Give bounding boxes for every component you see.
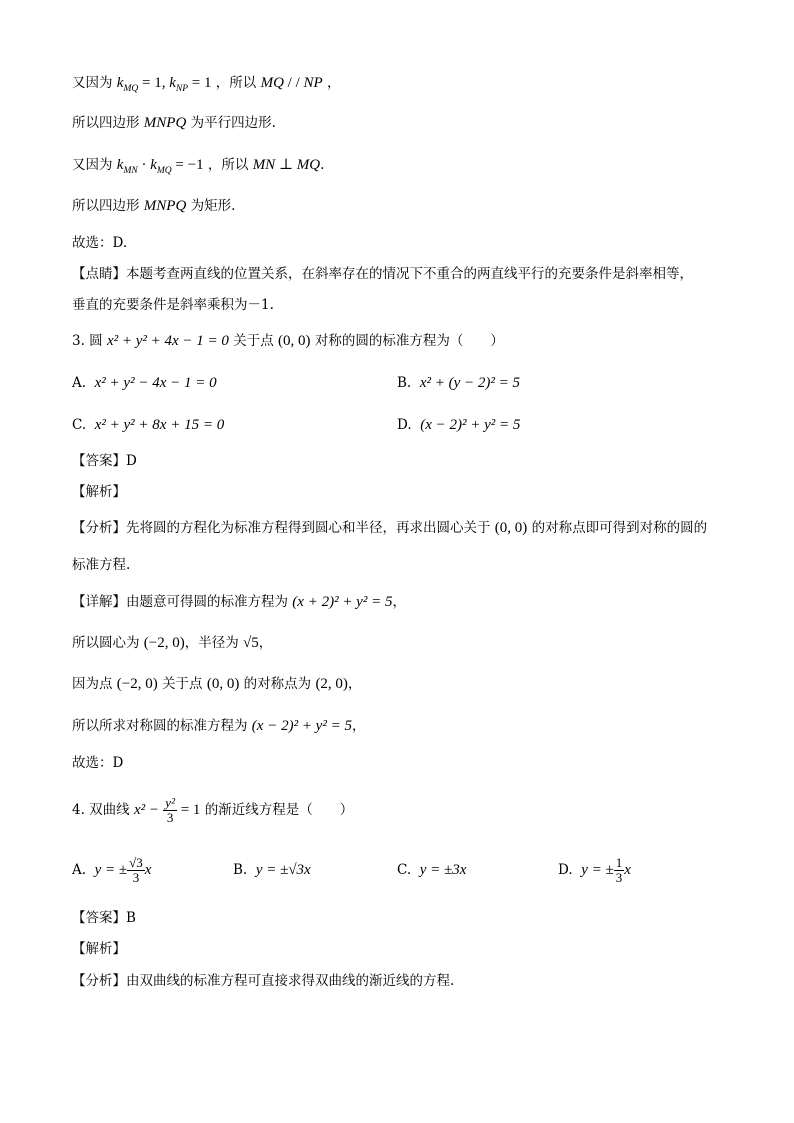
detail-3-line-3: 因为点 (−2, 0) 关于点 (0, 0) 的对称点为 (2, 0)， — [72, 676, 362, 692]
line-slope-perpendicular: 又因为 $k_{MN} \cdot k_{MQ} = -1$ ，所以 MN ⊥ MQ. — [72, 157, 325, 176]
question-3: 3. 圆 x² + y² + 4x − 1 = 0 关于点 (0, 0) 对称的圆的标准方程为（ ） — [72, 333, 504, 349]
q4-option-d: D. y = ± $\frac{1}{3}$ x — [558, 855, 631, 885]
q3-option-d: D. (x − 2)² + y² = 5 — [397, 417, 521, 433]
line-rectangle: 所以四边形 MNPQ 为矩形. — [72, 198, 236, 214]
line-parallelogram: 所以四边形 MNPQ 为平行四边形. — [72, 115, 276, 131]
answer-4: 【答案】B — [72, 910, 136, 926]
q3-option-b: B. x² + (y − 2)² = 5 — [397, 375, 520, 391]
q4-option-a: A. y = ± $\frac{√3}{3}$ x — [72, 855, 152, 885]
analysis-4-line-1: 【分析】由双曲线的标准方程可直接求得双曲线的渐近线的方程. — [72, 973, 455, 989]
q4-option-c: C. y = ±3x — [397, 862, 467, 878]
q3-option-c: C. x² + y² + 8x + 15 = 0 — [72, 417, 225, 433]
analysis-3-line-2: 标准方程. — [72, 557, 131, 573]
detail-3-line-1: 【详解】由题意可得圆的标准方程为 (x + 2)² + y² = 5， — [72, 594, 406, 610]
comment-line-2: 垂直的充要条件是斜率乘积为－1. — [72, 297, 274, 313]
detail-3-line-2: 所以圆心为 (−2, 0)，半径为 √5， — [72, 635, 273, 651]
line-slope-parallel: 又因为 $k_{MQ} = 1$, $k_{NP} = 1$ ，所以 MQ / / NP ， — [72, 75, 341, 94]
answer-3: 【答案】D — [72, 453, 137, 469]
question-4: 4. 双曲线 x² − $\frac{\text{y²}}{3}$ = 1 的渐近线方程是（ ） — [72, 795, 354, 825]
detail-3-line-4: 所以所求对称圆的标准方程为 (x − 2)² + y² = 5， — [72, 718, 366, 734]
choose-d-text: 故选：D. — [72, 235, 128, 251]
q4-option-b: B. y = ±√3x — [233, 862, 311, 878]
q3-option-a: A. x² + y² − 4x − 1 = 0 — [72, 375, 217, 391]
analysis-3-heading: 【解析】 — [72, 484, 126, 500]
analysis-3-line-1: 【分析】先将圆的方程化为标准方程得到圆心和半径，再求出圆心关于 (0, 0) 的对称点即可得到对称的圆的 — [72, 520, 708, 536]
analysis-4-heading: 【解析】 — [72, 941, 126, 957]
choose-d-3: 故选：D — [72, 755, 124, 771]
comment-line-1: 【点睛】本题考查两直线的位置关系，在斜率存在的情况下不重合的两直线平行的充要条件是斜率相等， — [72, 266, 693, 282]
